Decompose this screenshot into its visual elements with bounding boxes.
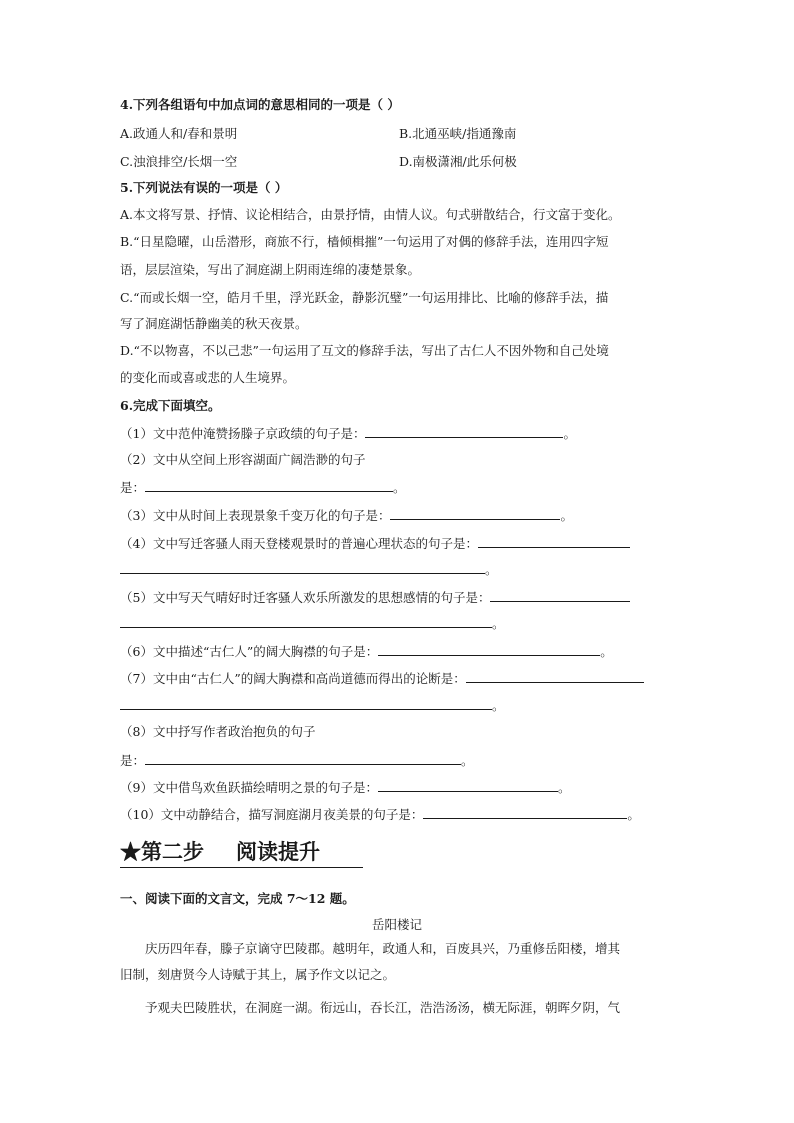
- answer-blank-5b[interactable]: [120, 614, 492, 628]
- answer-blank-5a[interactable]: [490, 588, 630, 602]
- answer-blank-7b[interactable]: [120, 696, 492, 710]
- answer-blank-9[interactable]: [378, 778, 558, 792]
- fill-item-4: [120, 534, 630, 553]
- answer-blank-1[interactable]: [365, 424, 563, 438]
- answer-blank-6[interactable]: [378, 642, 600, 656]
- fill-item-8-prompt: （8）文中抒写作者政治抱负的句子: [120, 724, 316, 739]
- answer-blank-4a[interactable]: [478, 534, 630, 548]
- question-6-stem: 6.完成下面填空。: [120, 398, 221, 413]
- answer-blank-7a[interactable]: [466, 669, 644, 683]
- reading-intro: 一、阅读下面的文言文，完成 7～12 题。: [120, 891, 355, 906]
- reading-paragraph-1-line-1: 庆历四年春，滕子京谪守巴陵郡。越明年，政通人和，百废具兴，乃重修岳阳楼，增其: [145, 941, 621, 956]
- question-5-option-a: A.本文将写景、抒情、议论相结合，由景抒情，由情人议。句式骈散结合，行文富于变化。: [120, 207, 621, 222]
- fill-item-5-cont: 。: [120, 614, 505, 633]
- fill-item-2: 是： 。: [120, 480, 406, 495]
- fill-item-9: （9）文中借鸟欢鱼跃描绘晴明之景的句子是： 。: [120, 780, 571, 795]
- question-5-stem: 5.下列说法有误的一项是（ ）: [120, 180, 288, 195]
- fill-item-10-prompt: （10）文中动静结合，描写洞庭湖月夜美景的句子是：: [120, 807, 424, 822]
- question-5-option-c-line-1: C.“而或长烟一空，皓月千里，浮光跃金，静影沉璧”一句运用排比、比喻的修辞手法，描: [120, 290, 609, 305]
- fill-item-1: （1）文中范仲淹赞扬滕子京政绩的句子是： 。: [120, 426, 576, 441]
- answer-blank-8[interactable]: [145, 751, 461, 765]
- fill-item-5: [120, 588, 630, 607]
- fill-item-7-prompt: （7）文中由“古仁人”的阔大胸襟和高尚道德而得出的论断是：: [120, 671, 466, 686]
- section-name: 阅读提升: [236, 839, 320, 864]
- section-heading: [120, 836, 363, 868]
- answer-blank-3[interactable]: [390, 506, 560, 520]
- question-4-option-c: C.浊浪排空/长烟一空: [120, 154, 238, 169]
- fill-item-2-prompt: （2）文中从空间上形容湖面广阔浩渺的句子: [120, 452, 366, 467]
- section-step: 第二步: [141, 839, 204, 864]
- fill-item-7-cont: 。: [120, 696, 505, 715]
- fill-item-3: （3）文中从时间上表现景象千变万化的句子是： 。: [120, 508, 573, 523]
- fill-item-6-prompt: （6）文中描述“古仁人”的阔大胸襟的句子是：: [120, 644, 379, 659]
- reading-paragraph-2-line-1: 予观夫巴陵胜状，在洞庭一湖。衔远山，吞长江，浩浩汤汤，横无际涯，朝晖夕阴，气: [145, 1000, 621, 1015]
- fill-item-2-prompt-cont: 是：: [120, 480, 146, 495]
- fill-item-4-prompt: （4）文中写迁客骚人雨天登楼观景时的普遍心理状态的句子是：: [120, 536, 478, 551]
- question-5-option-b-line-2: 语，层层渲染，写出了洞庭湖上阴雨连绵的凄楚景象。: [120, 262, 421, 277]
- answer-blank-10[interactable]: [423, 805, 627, 819]
- question-5-option-d-line-2: 的变化而或喜或悲的人生境界。: [120, 370, 296, 385]
- fill-item-6: （6）文中描述“古仁人”的阔大胸襟的句子是： 。: [120, 644, 613, 659]
- fill-item-1-prompt: （1）文中范仲淹赞扬滕子京政绩的句子是：: [120, 426, 366, 441]
- reading-paragraph-1-line-2: 旧制，刻唐贤今人诗赋于其上，属予作文以记之。: [120, 967, 396, 982]
- answer-blank-4b[interactable]: [120, 560, 485, 574]
- fill-item-4-cont: 。: [120, 560, 498, 579]
- question-5-option-b-line-1: B.“日星隐曜，山岳潜形，商旅不行，樯倾楫摧”一句运用了对偶的修辞手法，连用四字短: [120, 234, 609, 249]
- fill-item-10: （10）文中动静结合，描写洞庭湖月夜美景的句子是： 。: [120, 807, 640, 822]
- star-icon: ★: [120, 839, 141, 864]
- question-5-option-d-line-1: D.“不以物喜，不以己悲”一句运用了互文的修辞手法，写出了古仁人不因外物和自己处境: [120, 343, 609, 358]
- fill-item-7: [120, 669, 644, 688]
- reading-title: 岳阳楼记: [371, 917, 422, 932]
- fill-item-5-prompt: （5）文中写天气晴好时迁客骚人欢乐所激发的思想感情的句子是：: [120, 590, 491, 605]
- fill-item-8: 是： 。: [120, 753, 474, 768]
- fill-item-9-prompt: （9）文中借鸟欢鱼跃描绘晴明之景的句子是：: [120, 780, 378, 795]
- question-5-option-c-line-2: 写了洞庭湖恬静幽美的秋天夜景。: [120, 316, 308, 331]
- question-4-stem: 4.下列各组语句中加点词的意思相同的一项是（ ）: [120, 97, 400, 112]
- answer-blank-2[interactable]: [145, 478, 393, 492]
- fill-item-8-prompt-cont: 是：: [120, 753, 146, 768]
- question-4-option-a: A.政通人和/春和景明: [120, 126, 238, 141]
- question-4-option-d: D.南极潇湘/此乐何极: [399, 154, 517, 169]
- question-4-option-b: B.北通巫峡/指通豫南: [399, 126, 517, 141]
- fill-item-3-prompt: （3）文中从时间上表现景象千变万化的句子是：: [120, 508, 391, 523]
